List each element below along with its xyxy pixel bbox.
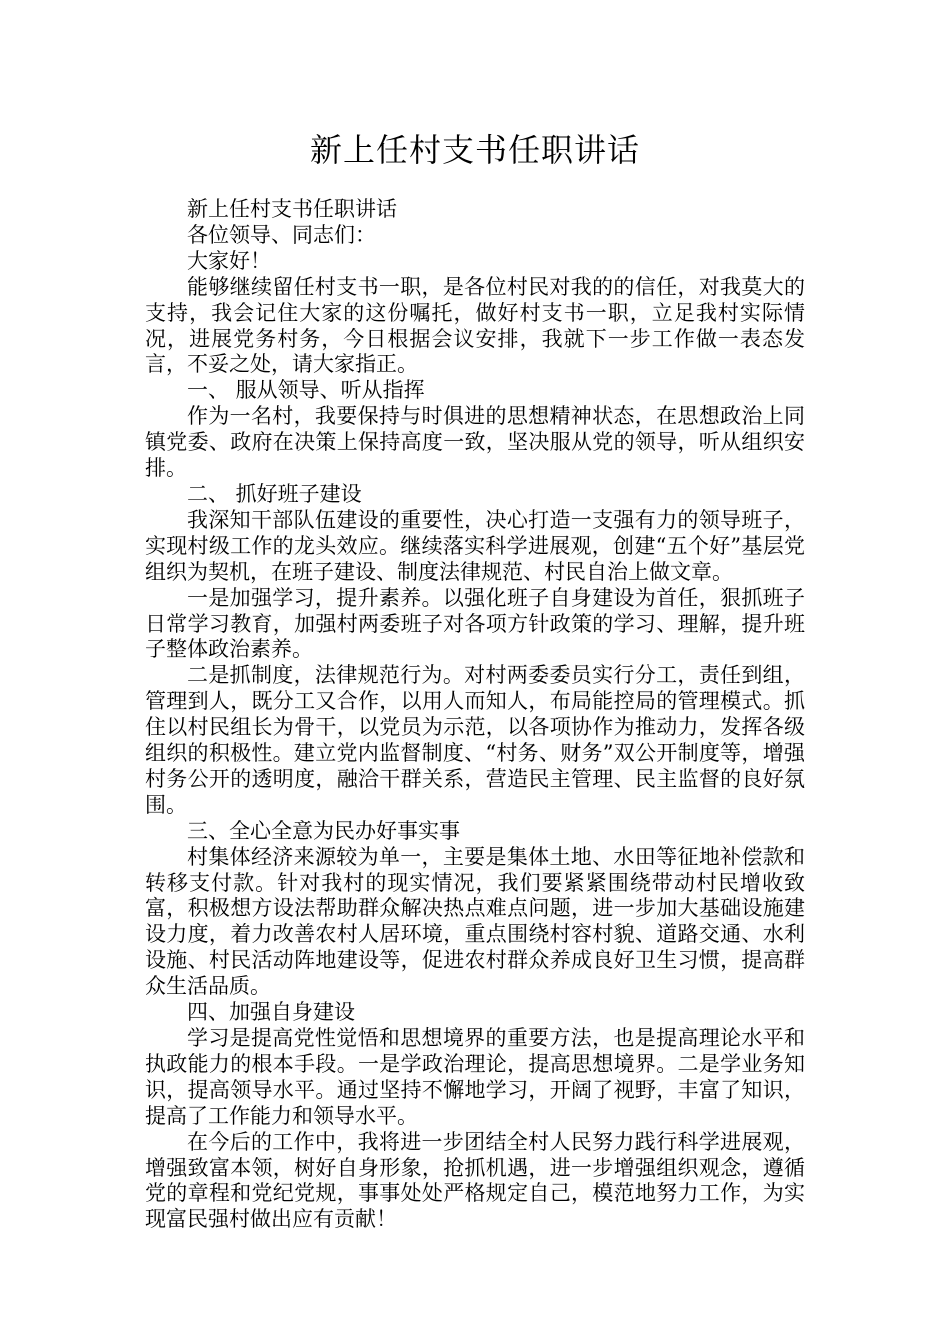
document-body	[145, 197, 805, 1233]
section-heading-3: 三、全心全意为民办好事实事	[187, 818, 460, 843]
section-2-point-1: 一是加强学习，提升素养。以强化班子自身建设为首任，狠抓班子日常学习教育，加强村两委班子对各项方针政策的学习、理解，提升班子整体政治素养。	[145, 585, 805, 662]
section-heading-4: 四、加强自身建设	[187, 1000, 355, 1025]
section-4-paragraph: 学习是提高党性觉悟和思想境界的重要方法，也是提高理论水平和执政能力的根本手段。一是学政治理论，提高思想境界。二是学业务知识，提高领导水平。通过坚持不懈地学习，开阔了视野，丰富了知识，提高了工作能力和领导水平。	[145, 1026, 805, 1128]
closing-paragraph: 在今后的工作中，我将进一步团结全村人民努力践行科学进展观，增强致富本领，树好自身形象，抢抓机遇，进一步增强组织观念，遵循党的章程和党纪党规，事事处处严格规定自己，模范地努力工作，为实现富民强村做出应有贡献！	[145, 1129, 805, 1232]
section-2-point-2: 二是抓制度，法律规范行为。对村两委委员实行分工，责任到组，管理到人，既分工又合作，以用人而知人，布局能控局的管理模式。抓住以村民组长为骨干，以党员为示范，以各项协作为推动力，发挥各级组织的积极性。建立党内监督制度、“村务、财务”双公开制度等，增强村务公开的透明度，融洽干群关系，营造民主管理、民主监督的良好氛围。	[145, 663, 805, 817]
salutation: 各位领导、同志们：	[187, 222, 376, 247]
section-heading-2: 二、 抓好班子建设	[187, 481, 362, 506]
intro-paragraph: 能够继续留任村支书一职，是各位村民对我的的信任，对我莫大的支持，我会记住大家的这份嘱托，做好村支书一职，立足我村实际情况，进展党务村务，今日根据会议安排，我就下一步工作做一表态发言，不妥之处，请大家指正。	[145, 274, 805, 377]
section-2-paragraph: 我深知干部队伍建设的重要性，决心打造一支强有力的领导班子，实现村级工作的龙头效应。继续落实科学进展观，创建“五个好”基层党组织为契机，在班子建设、制度法律规范、村民自治上做文章。	[145, 507, 805, 584]
greeting: 大家好！	[187, 248, 271, 273]
section-1-paragraph: 作为一名村，我要保持与时俱进的思想精神状态，在思想政治上同镇党委、政府在决策上保持高度一致，坚决服从党的领导，听从组织安排。	[145, 404, 805, 481]
section-heading-1: 一、 服从领导、听从指挥	[187, 378, 425, 403]
document-title: 新上任村支书任职讲话	[309, 131, 640, 169]
section-3-paragraph: 村集体经济来源较为单一，主要是集体土地、水田等征地补偿款和转移支付款。针对我村的现实情况，我们要紧紧围绕带动村民增收致富，积极想方设法帮助群众解决热点难点问题，进一步加大基础设施建设力度，着力改善农村人居环境，重点围绕村容村貌、道路交通、水利设施、村民活动阵地建设等，促进农村群众养成良好卫生习惯，提高群众生活品质。	[145, 844, 805, 999]
subtitle-line: 新上任村支书任职讲话	[187, 197, 397, 221]
